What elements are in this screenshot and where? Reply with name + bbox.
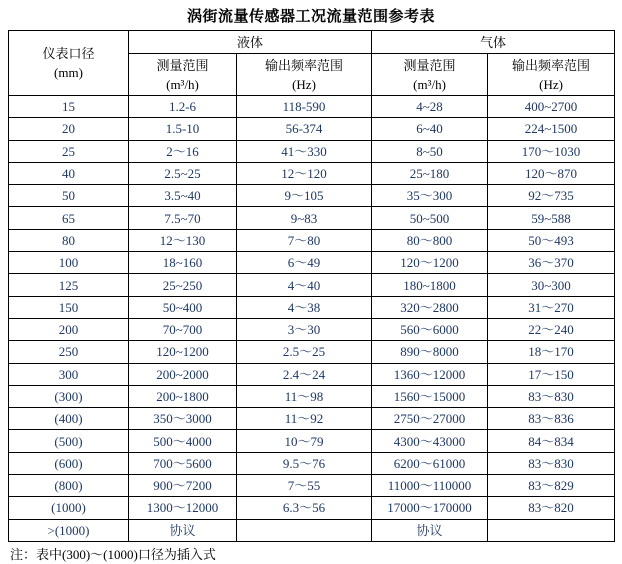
cell-liquid-measure: 500～4000 [129,430,237,452]
table-row [9,252,615,274]
cell-gas-frequency: 83～829 [488,475,615,497]
table-row [9,118,615,140]
cell-liquid-measure: 120~1200 [129,341,237,363]
table-row [9,497,615,519]
cell-gas-measure: 80～800 [372,229,488,251]
table-row [9,318,615,340]
liquid-measure-header [129,54,237,96]
cell-liquid-measure: 70~700 [129,318,237,340]
gas-group-header: 气体 [372,31,615,54]
table-row [9,363,615,385]
table-body [9,96,615,542]
cell-liquid-measure: 3.5~40 [129,185,237,207]
cell-gas-measure: 890～8000 [372,341,488,363]
diameter-unit: (mm) [54,65,83,80]
cell-diameter: (300) [9,385,129,407]
cell-gas-frequency: 92～735 [488,185,615,207]
group-header-row [9,31,615,54]
cell-liquid-measure: 2～16 [129,140,237,162]
flow-range-table [8,30,615,542]
cell-diameter: 100 [9,252,129,274]
table-row [9,296,615,318]
cell-diameter: 50 [9,185,129,207]
liquid-frequency-label: 输出频率范围 [265,57,344,73]
cell-diameter: (1000) [9,497,129,519]
cell-gas-measure: 35～300 [372,185,488,207]
table-header [9,31,615,96]
cell-gas-frequency [488,519,615,541]
cell-liquid-frequency: 118-590 [237,96,372,118]
cell-liquid-frequency: 2.4～24 [237,363,372,385]
cell-diameter: 200 [9,318,129,340]
cell-liquid-measure: 900～7200 [129,475,237,497]
cell-gas-frequency: 83～830 [488,452,615,474]
cell-liquid-frequency: 10～79 [237,430,372,452]
cell-gas-frequency: 31～270 [488,296,615,318]
cell-liquid-measure: 1.2-6 [129,96,237,118]
cell-liquid-measure: 12～130 [129,229,237,251]
table-row [9,274,615,296]
footnote: 注：表中(300)～(1000)口径为插入式 [10,547,216,562]
cell-gas-measure: 180~1800 [372,274,488,296]
gas-frequency-unit: (Hz) [539,76,563,92]
cell-gas-frequency: 224~1500 [488,118,615,140]
cell-gas-measure: 1360～12000 [372,363,488,385]
cell-gas-frequency: 83～836 [488,408,615,430]
gas-frequency-label: 输出频率范围 [512,57,591,73]
cell-liquid-frequency: 9～105 [237,185,372,207]
cell-liquid-frequency: 3～30 [237,318,372,340]
cell-liquid-frequency: 4～38 [237,296,372,318]
cell-gas-measure: 6200～61000 [372,452,488,474]
cell-gas-frequency: 36～370 [488,252,615,274]
cell-diameter: 15 [9,96,129,118]
cell-diameter: 300 [9,363,129,385]
cell-gas-measure: 50~500 [372,207,488,229]
liquid-group-header: 液体 [129,31,372,54]
table-row [9,185,615,207]
cell-diameter: >(1000) [9,519,129,541]
cell-gas-measure: 17000～170000 [372,497,488,519]
cell-diameter: (500) [9,430,129,452]
cell-liquid-frequency: 2.5～25 [237,341,372,363]
cell-liquid-measure: 350～3000 [129,408,237,430]
cell-gas-measure: 6~40 [372,118,488,140]
cell-diameter: 65 [9,207,129,229]
table-row [9,229,615,251]
cell-liquid-measure: 25~250 [129,274,237,296]
cell-gas-frequency: 30~300 [488,274,615,296]
cell-liquid-frequency: 9~83 [237,207,372,229]
cell-gas-measure: 4300～43000 [372,430,488,452]
cell-liquid-measure: 1.5-10 [129,118,237,140]
cell-gas-frequency: 50～493 [488,229,615,251]
cell-diameter: 80 [9,229,129,251]
cell-liquid-frequency: 41～330 [237,140,372,162]
table-row [9,519,615,541]
table-row [9,385,615,407]
cell-liquid-frequency: 7～80 [237,229,372,251]
cell-gas-measure: 2750～27000 [372,408,488,430]
cell-diameter: 25 [9,140,129,162]
table-row [9,408,615,430]
cell-gas-frequency: 18～170 [488,341,615,363]
table-row [9,96,615,118]
cell-gas-measure: 协议 [372,519,488,541]
cell-diameter: 125 [9,274,129,296]
cell-gas-measure: 120～1200 [372,252,488,274]
table-row [9,430,615,452]
cell-liquid-frequency: 6.3～56 [237,497,372,519]
table-row [9,207,615,229]
liquid-measure-label: 测量范围 [156,57,209,73]
cell-liquid-measure: 200~1800 [129,385,237,407]
cell-gas-measure: 4~28 [372,96,488,118]
gas-frequency-header [488,54,615,96]
cell-liquid-frequency: 6～49 [237,252,372,274]
liquid-frequency-header [237,54,372,96]
cell-liquid-measure: 18~160 [129,252,237,274]
gas-measure-unit: (m³/h) [413,76,446,92]
cell-liquid-frequency: 12～120 [237,162,372,184]
cell-liquid-measure: 700～5600 [129,452,237,474]
cell-liquid-frequency: 56-374 [237,118,372,140]
cell-diameter: 150 [9,296,129,318]
cell-liquid-measure: 1300～12000 [129,497,237,519]
cell-gas-frequency: 59~588 [488,207,615,229]
cell-liquid-measure: 协议 [129,519,237,541]
cell-gas-frequency: 83～820 [488,497,615,519]
gas-measure-label: 测量范围 [403,57,456,73]
diameter-column-header [9,31,129,96]
cell-liquid-measure: 50~400 [129,296,237,318]
cell-gas-measure: 560～6000 [372,318,488,340]
table-row [9,162,615,184]
liquid-measure-unit: (m³/h) [166,76,199,92]
table-row [9,140,615,162]
cell-gas-measure: 320～2800 [372,296,488,318]
cell-gas-frequency: 400~2700 [488,96,615,118]
cell-liquid-frequency: 9.5～76 [237,452,372,474]
cell-gas-measure: 11000～110000 [372,475,488,497]
cell-liquid-measure: 7.5~70 [129,207,237,229]
cell-gas-frequency: 84～834 [488,430,615,452]
cell-diameter: 250 [9,341,129,363]
cell-diameter: 20 [9,118,129,140]
table-row [9,452,615,474]
liquid-frequency-unit: (Hz) [292,76,316,92]
gas-measure-header [372,54,488,96]
cell-diameter: 40 [9,162,129,184]
table-row [9,475,615,497]
cell-liquid-frequency: 7～55 [237,475,372,497]
cell-diameter: (400) [9,408,129,430]
cell-liquid-frequency [237,519,372,541]
cell-gas-frequency: 17～150 [488,363,615,385]
cell-diameter: (800) [9,475,129,497]
cell-gas-frequency: 83～830 [488,385,615,407]
cell-gas-frequency: 22～240 [488,318,615,340]
cell-liquid-measure: 2.5~25 [129,162,237,184]
cell-liquid-frequency: 11～92 [237,408,372,430]
cell-gas-measure: 1560～15000 [372,385,488,407]
cell-diameter: (600) [9,452,129,474]
cell-liquid-measure: 200~2000 [129,363,237,385]
cell-liquid-frequency: 11～98 [237,385,372,407]
page-title: 涡街流量传感器工况流量范围参考表 [186,9,435,25]
cell-gas-frequency: 170～1030 [488,140,615,162]
cell-gas-frequency: 120～870 [488,162,615,184]
table-row [9,341,615,363]
diameter-label: 仪表口径 [42,46,95,61]
cell-gas-measure: 25~180 [372,162,488,184]
cell-liquid-frequency: 4～40 [237,274,372,296]
cell-gas-measure: 8~50 [372,140,488,162]
